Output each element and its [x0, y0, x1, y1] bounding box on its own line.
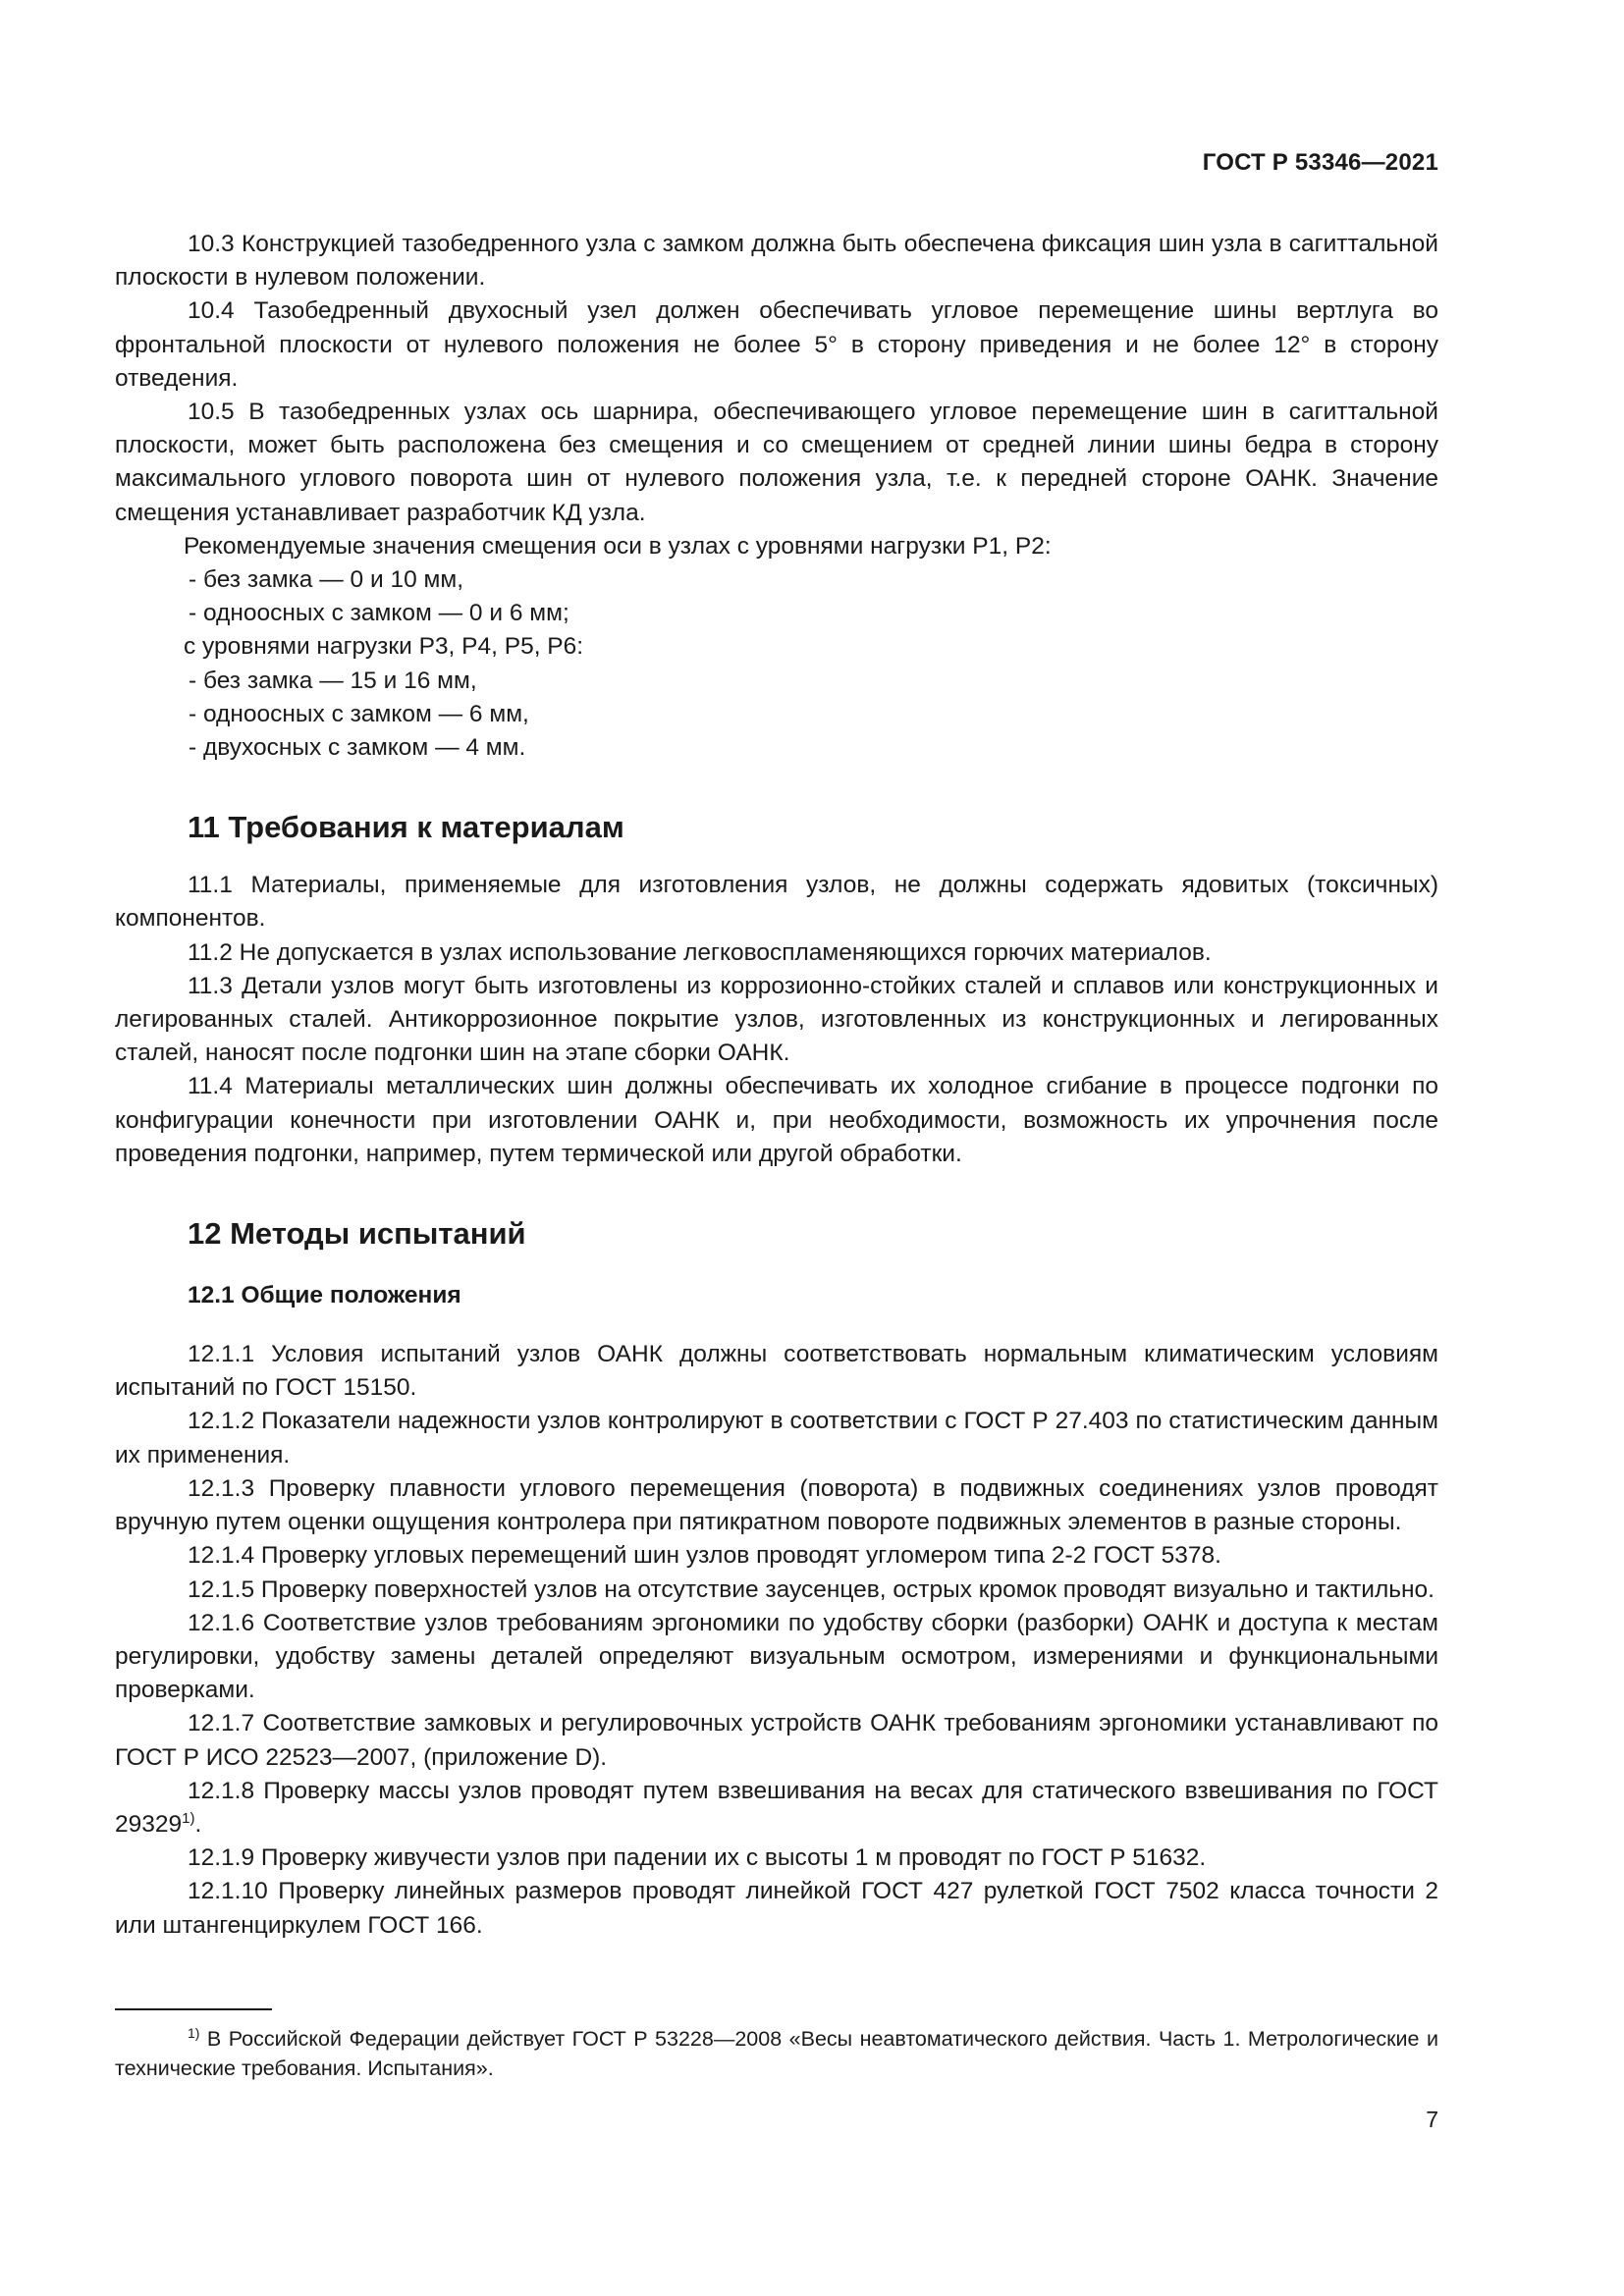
paragraph-12-1-1: 12.1.1 Условия испытаний узлов ОАНК должны соответствовать нормальным климатическим условиям испытаний по ГОСТ 15150. — [115, 1341, 1438, 1402]
list-item: - одноосных с замком — 0 и 6 мм; — [189, 600, 569, 627]
subsection-12-1-title: 12.1 Общие положения — [188, 1282, 461, 1309]
footnote-marker: 1) — [188, 2024, 200, 2041]
page-number: 7 — [1426, 2107, 1438, 2132]
list-item: - одноосных с замком — 6 мм, — [189, 700, 529, 727]
paragraph-12-1-5: 12.1.5 Проверку поверхностей узлов на отсутствие заусенцев, острых кромок проводят визуально и тактильно. — [188, 1575, 1435, 1603]
paragraph-10-5: 10.5 В тазобедренных узлах ось шарнира, обеспечивающего угловое перемещение шин в сагиттальной плоскости, может быть расположена без смещения и со смещением от средней линии шины бедра в сторону максимального углового поворота шин от нулевого положения узла, т.е. к передней стороне ОАНК. Значение смещения устанавливает разработчик КД узла. — [115, 399, 1438, 526]
list-item: - двухосных с замком — 4 мм. — [189, 734, 526, 762]
paragraph-12-1-6: 12.1.6 Соответствие узлов требованиям эргономики по удобству сборки (разборки) ОАНК и доступа к местам регулировки, удобству замены деталей определяют визуальным осмотром, измерениями и функциональными проверками. — [115, 1609, 1438, 1704]
section-11-title: 11 Требования к материалам — [188, 810, 624, 845]
paragraph-12-1-2: 12.1.2 Показатели надежности узлов контролируют в соответствии с ГОСТ Р 27.403 по статистическим данным их применения. — [115, 1408, 1438, 1468]
paragraph-10-3: 10.3 Конструкцией тазобедренного узла с замком должна быть обеспечена фиксация шин узла в сагиттальной плоскости в нулевом положении. — [115, 231, 1438, 292]
paragraph-12-1-4: 12.1.4 Проверку угловых перемещений шин узлов проводят угломером типа 2-2 ГОСТ 5378. — [188, 1542, 1221, 1570]
offset-values-list — [115, 530, 1438, 765]
list-item: - без замка — 15 и 16 мм, — [189, 667, 477, 694]
paragraph-12-1-8-text: 12.1.8 Проверку массы узлов проводят путем взвешивания на весах для статического взвешивания по ГОСТ 29329 — [115, 1777, 1438, 1838]
paragraph-12-1-7: 12.1.7 Соответствие замковых и регулировочных устройств ОАНК требованиям эргономики устанавливают по ГОСТ Р ИСО 22523—2007, (приложение D). — [115, 1710, 1438, 1771]
paragraph-12-1-3: 12.1.3 Проверку плавности углового перемещения (поворота) в подвижных соединениях узлов проводят вручную путем оценки ощущения контролера при пятикратном повороте подвижных элементов в разные стороны. — [115, 1474, 1438, 1536]
paragraph-12-1-8 — [115, 1775, 1438, 1842]
footnote — [115, 2024, 1438, 2083]
paragraph-11-2: 11.2 Не допускается в узлах использование легковоспламеняющихся горючих материалов. — [188, 938, 1212, 966]
paragraph-12-1-10: 12.1.10 Проверку линейных размеров проводят линейкой ГОСТ 427 рулеткой ГОСТ 7502 класса точности 2 или штангенциркулем ГОСТ 166. — [115, 1878, 1438, 1939]
page-content — [115, 228, 1438, 1943]
document-code-header: ГОСТ Р 53346—2021 — [1202, 149, 1438, 176]
paragraph-11-1: 11.1 Материалы, применяемые для изготовления узлов, не должны содержать ядовитых (токсичных) компонентов. — [115, 872, 1438, 933]
list-item: - без замка — 0 и 10 мм, — [189, 566, 464, 594]
paragraph-10-4: 10.4 Тазобедренный двухосный узел должен обеспечивать угловое перемещение шины вертлуга во фронтальной плоскости от нулевого положения не более 5° в сторону приведения и не более 12° в сторону отведения. — [115, 297, 1438, 392]
paragraph-12-1-8-tail: . — [194, 1810, 202, 1838]
offset-list-intro: Рекомендуемые значения смещения оси в узлах с уровнями нагрузки Р1, Р2: — [184, 532, 1052, 560]
paragraph-12-1-9: 12.1.9 Проверку живучести узлов при падении их с высоты 1 м проводят по ГОСТ Р 51632. — [188, 1844, 1207, 1872]
paragraph-11-4: 11.4 Материалы металлических шин должны обеспечивать их холодное сгибание в процессе подгонки по конфигурации конечности при изготовлении ОАНК и, при необходимости, возможность их упрочнения после проведения подгонки, например, путем термической или другой обработки. — [115, 1073, 1438, 1167]
footnote-text: В Российской Федерации действует ГОСТ Р 53228—2008 «Весы неавтоматического действия. Часть 1. Метрологические и технические требования. Испытания». — [115, 2027, 1438, 2080]
paragraph-11-3: 11.3 Детали узлов могут быть изготовлены из коррозионно-стойких сталей и сплавов или конструкционных и легированных сталей. Антикоррозионное покрытие узлов, изготовленных из конструкционных и легированных сталей, наносят после подгонки шин на этапе сборки ОАНК. — [115, 972, 1438, 1067]
footnote-separator — [115, 2008, 272, 2010]
section-12-title: 12 Методы испытаний — [188, 1216, 526, 1252]
footnote-reference: 1) — [182, 1809, 195, 1827]
offset-list-group2-intro: с уровнями нагрузки Р3, Р4, Р5, Р6: — [184, 633, 584, 661]
